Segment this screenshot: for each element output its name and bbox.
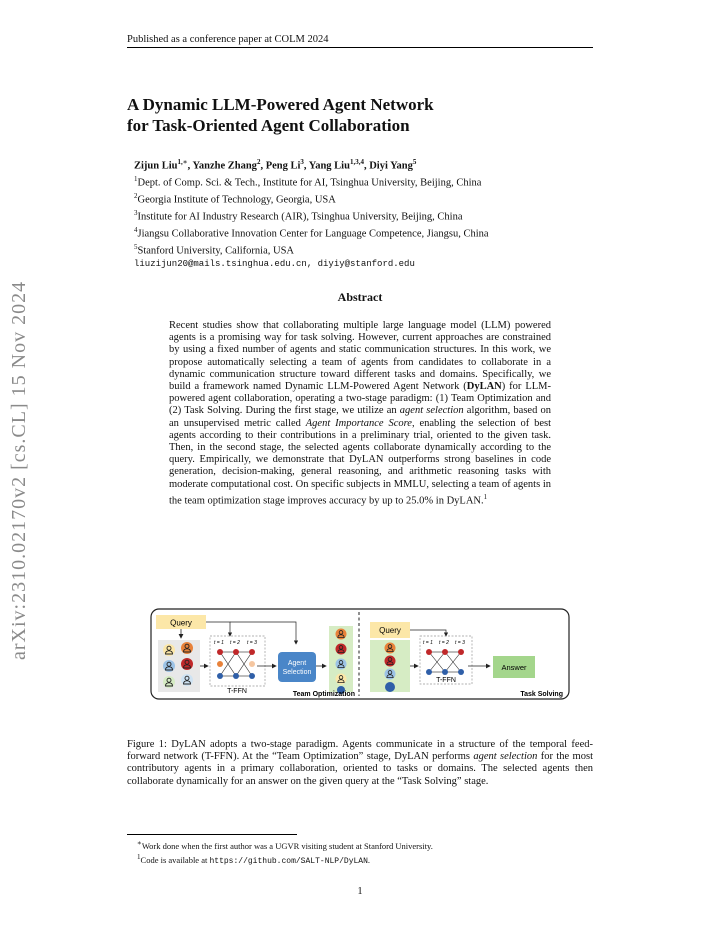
tffn-label: T-FFN — [227, 688, 247, 695]
footnote-rule — [127, 834, 297, 835]
author-sup: 5 — [412, 158, 417, 166]
author-name: Yanzhe Zhang — [192, 160, 257, 172]
svg-text:t = 2: t = 2 — [230, 640, 240, 646]
affiliation: $^5$Stanford University, California, USA — [134, 243, 295, 257]
svg-text:T-FFN: T-FFN — [436, 677, 456, 684]
title-line-1: A Dynamic LLM-Powered Agent Network — [127, 95, 434, 114]
author-sup: 1,3,4 — [349, 158, 364, 166]
author-sup: 1,∗ — [177, 158, 188, 166]
tffn-node — [217, 673, 223, 679]
abstract-body: Recent studies show that collaborating multiple large language model (LLM) powered agents is a promising way for task solving. However, current approaches are constrained by using a fixed number of agents and static communication structures. In this work, we propose automatically selecting a team of agents from candidates to collaborate in a dynamic communication structure toward different tasks and domains. Specifically, we build a framework named Dynamic LLM-Powered Agent Network (DyLAN) for LLM-powered agent collaboration, operating a two-stage paradigm: (1) Team Optimization and (2) Task Solving. During the first stage, we utilize an agent selection algorithm, based on an unsupervised metric called Agent Importance Score, enabling the selection of best agents according to their contributions in a preliminary trial, oriented to the given task. Then, in the second stage, the selected agents collaborate dynamically according to the query. Empirically, we demonstrate that DyLAN outperforms strong baselines in code generation, decision-making, general reasoning, and arithmetic reasoning tasks with moderate computational cost. On specific subjects in MMLU, selecting a team of agents in the team optimization stage improves accuracy by up to 25.0% in DyLAN.$^1$ — [169, 320, 552, 507]
author-name: Diyi Yang — [369, 160, 413, 172]
footnote-ref[interactable]: 1 — [483, 492, 488, 501]
footnotes — [137, 838, 597, 867]
tffn-node — [217, 649, 223, 655]
footnote-2: $^1$Code is available at https://github.com/SALT-NLP/DyLAN. — [137, 852, 371, 866]
author-sup: 2 — [256, 158, 261, 166]
svg-text:t = 1: t = 1 — [214, 640, 224, 646]
paper-title — [127, 94, 593, 136]
tffn-node — [217, 661, 223, 667]
tffn-node — [249, 649, 255, 655]
header-rule — [127, 47, 593, 48]
agent-selection-box — [278, 652, 316, 682]
svg-text:t = 3: t = 3 — [455, 640, 465, 646]
figure-caption: Figure 1: DyLAN adopts a two-stage paradigm. Agents communicate in a structure of the temporal feed-forward network (T-FFN). At the “Team Optimization” stage, DyLAN performs agent selection for the most contributory agents in a primary collaboration, oriented to tasks or domains. The selected agents then collaborate dynamically for an answer on the given query at the “Task Solving” stage. — [127, 739, 593, 787]
svg-text:t = 3: t = 3 — [247, 640, 257, 646]
author-names: Zijun Liu$^{1,∗}$, Yanzhe Zhang$^2$, Peng Li$^3$, Yang Liu$^{1,3,4}$, Diyi Yang$^5$ — [134, 158, 417, 172]
affiliation: $^2$Georgia Institute of Technology, Georgia, USA — [134, 192, 336, 206]
tffn-node — [233, 673, 239, 679]
footnote-1: ∗Work done when the first author was a UGVR visiting student at Stanford University. — [137, 839, 433, 851]
affiliation: $^4$Jiangsu Collaborative Innovation Center for Language Competence, Jiangsu, China — [134, 226, 489, 240]
page-number: 1 — [357, 886, 363, 897]
svg-text:Query: Query — [379, 626, 401, 635]
arxiv-identifier[interactable]: arXiv:2310.02170v2 [cs.CL] 15 Nov 2024 — [8, 280, 30, 660]
tffn-node — [233, 649, 239, 655]
svg-text:Agent: Agent — [287, 660, 307, 667]
query-label: Query — [170, 618, 192, 628]
abstract-heading: Abstract — [337, 290, 383, 304]
team-optimization-label: Team Optimization — [292, 691, 355, 698]
author-name: Peng Li — [265, 160, 301, 172]
title-line-2: for Task-Oriented Agent Collaboration — [127, 116, 410, 135]
author-name: Zijun Liu — [134, 160, 178, 172]
tffn-node — [249, 673, 255, 679]
task-solving-label: Task Solving — [520, 691, 563, 698]
svg-text:t = 1: t = 1 — [423, 640, 433, 646]
author-emails[interactable]: liuzijun20@mails.tsinghua.edu.cn, diyiy@stanford.edu — [134, 259, 415, 269]
affiliation: $^3$Institute for AI Industry Research (AIR), Tsinghua University, Beijing, China — [134, 209, 463, 223]
code-link[interactable]: https://github.com/SALT-NLP/DyLAN — [209, 856, 368, 866]
tffn-node — [249, 661, 255, 667]
svg-text:Selection: Selection — [282, 669, 312, 676]
svg-text:t = 2: t = 2 — [439, 640, 449, 646]
answer-label: Answer — [501, 663, 527, 672]
author-block — [134, 156, 600, 272]
author-name: Yang Liu — [308, 160, 350, 172]
running-header: Published as a conference paper at COLM 2024 — [127, 34, 329, 45]
affiliation: $^1$Dept. of Comp. Sci. & Tech., Institute for AI, Tsinghua University, Beijing, China — [134, 175, 482, 189]
figure-1-diagram — [150, 608, 570, 700]
author-sup: 3 — [300, 158, 304, 166]
